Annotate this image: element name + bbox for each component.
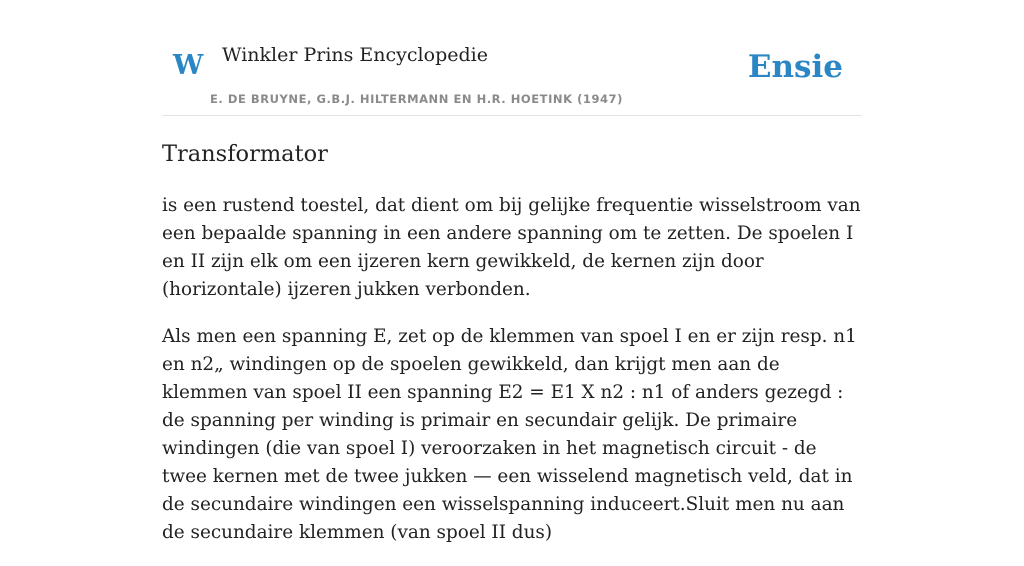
authors-line: E. DE BRUYNE, G.B.J. HILTERMANN EN H.R. HOETINK (1947) [210,92,623,106]
article-paragraph: is een rustend toestel, dat dient om bij gelijke frequentie wisselstroom van een bepaalde spanning in een andere spanning om te zetten. De spoelen I en II zijn elk om een ijzeren kern gewikkeld, de kernen zijn door (horizontale) ijzeren jukken verbonden. [162,195,861,300]
page-container [162,0,862,543]
article-title: Transformator [162,141,328,167]
site-header [162,0,862,116]
article-paragraph: Als men een spanning E, zet op de klemmen van spoel I en er zijn resp. n1 en n2„ windingen op de spoelen gewikkeld, dan krijgt men aan de klemmen van spoel II een spanning E2 = E1 X n2 : n1 of anders gezegd : de spanning per winding is primair en secundair gelijk. De primaire windingen (die van spoel I) veroorzaken in het magnetisch circuit - de twee kernen met de twee jukken — een wisselend magnetisch veld, dat in de secundaire windingen een wisselspanning induceert.Sluit men nu aan de secundaire klemmen (van spoel II dus) [162,326,857,543]
article-body [162,192,862,566]
site-title[interactable]: Winkler Prins Encyclopedie [222,44,488,66]
winkler-prins-logo[interactable]: W [173,50,204,81]
ensie-brand-logo[interactable]: Ensie [747,49,843,85]
